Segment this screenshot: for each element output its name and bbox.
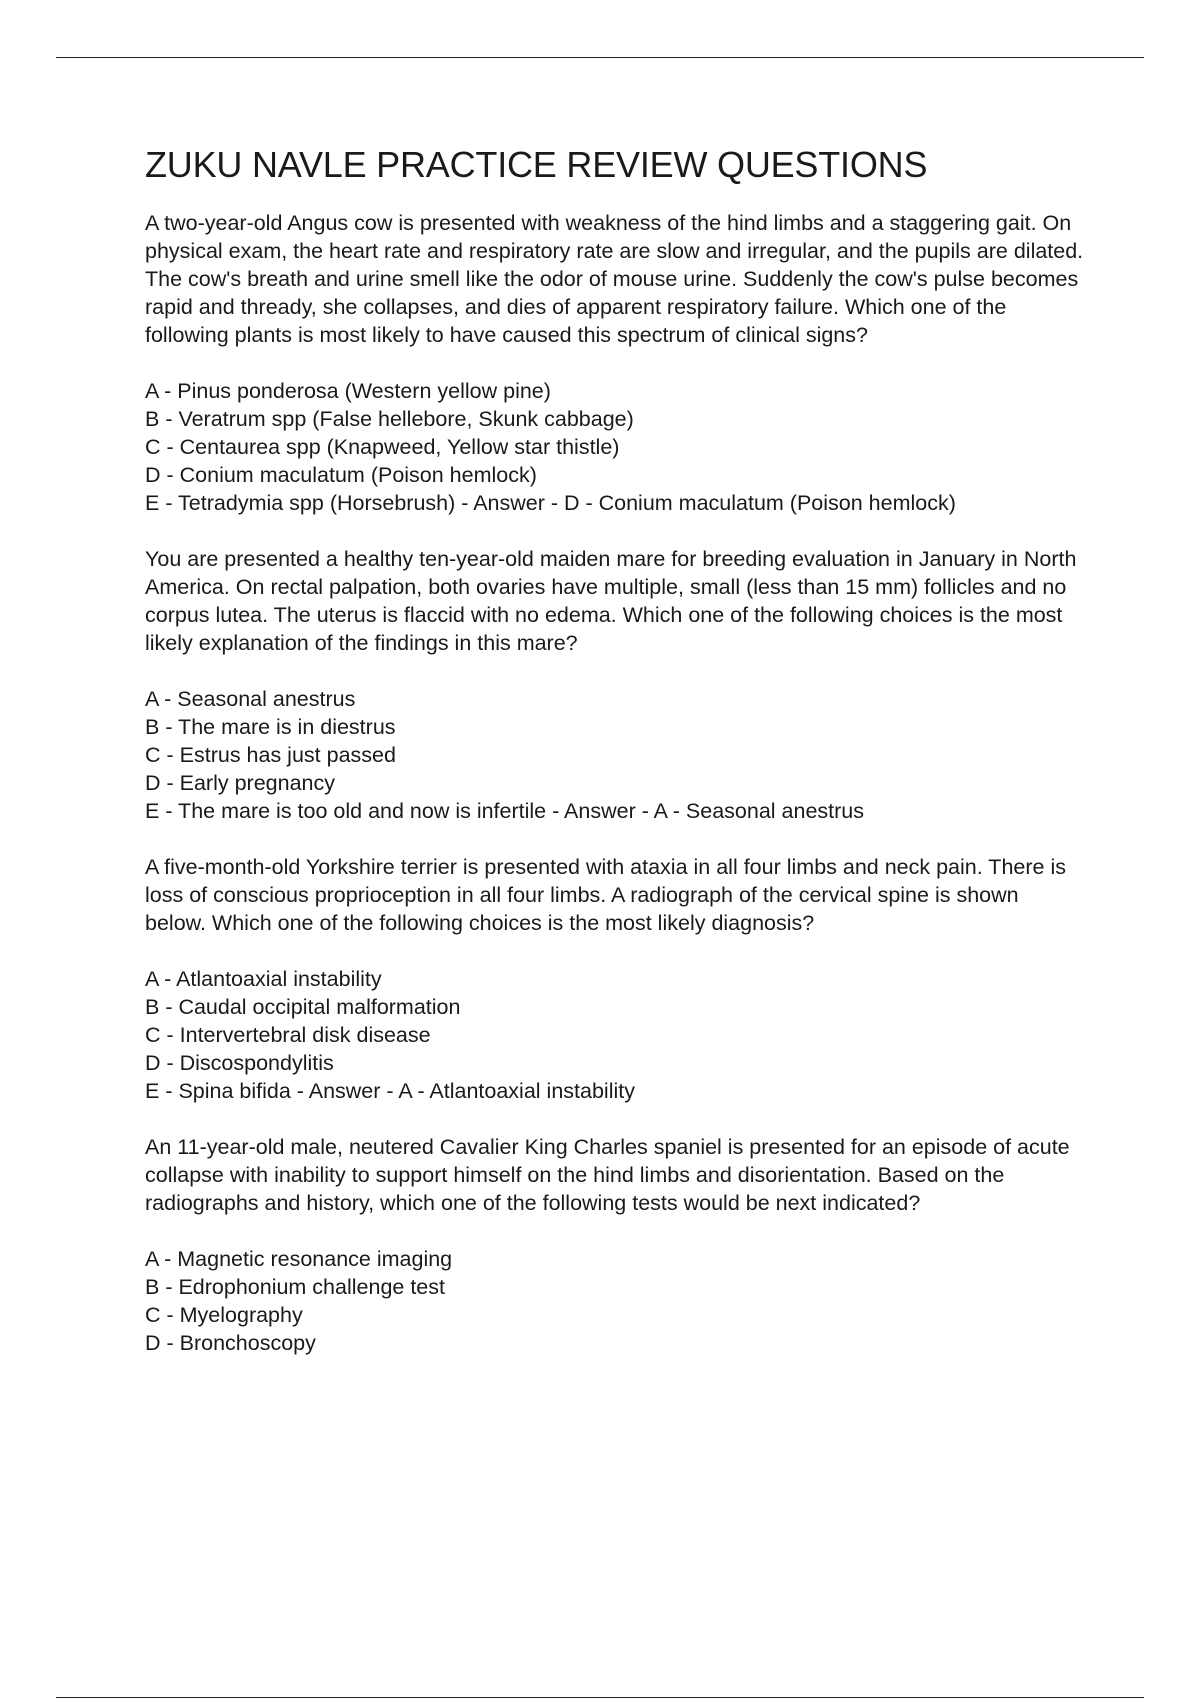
answer-option: C - Myelography (145, 1303, 303, 1327)
bottom-rule (56, 1697, 1144, 1698)
answer-option: D - Conium maculatum (Poison hemlock) (145, 463, 537, 487)
answer-option: C - Centaurea spp (Knapweed, Yellow star thistle) (145, 435, 620, 459)
answer-option: A - Magnetic resonance imaging (145, 1247, 453, 1271)
answer-option: E - Tetradymia spp (Horsebrush) - Answer - D - Conium maculatum (Poison hemlock) (145, 491, 956, 515)
question-2 (145, 545, 1085, 825)
question-stem: A five-month-old Yorkshire terrier is presented with ataxia in all four limbs and neck pain. There is loss of conscious proprioception in all four limbs. A radiograph of the cervical spine is shown below. Which one of the following choices is the most likely diagnosis? (145, 855, 1066, 935)
answer-option: C - Intervertebral disk disease (145, 1023, 431, 1047)
answer-option: B - Caudal occipital malformation (145, 995, 461, 1019)
answer-option: B - Veratrum spp (False hellebore, Skunk cabbage) (145, 407, 634, 431)
question-4 (145, 1133, 1085, 1357)
answer-option: D - Early pregnancy (145, 771, 335, 795)
answer-option: E - Spina bifida - Answer - A - Atlantoaxial instability (145, 1079, 635, 1103)
answer-option: D - Discospondylitis (145, 1051, 334, 1075)
answer-option: A - Atlantoaxial instability (145, 967, 382, 991)
question-stem: A two-year-old Angus cow is presented with weakness of the hind limbs and a staggering gait. On physical exam, the heart rate and respiratory rate are slow and irregular, and the pupils are dilated. The cow's breath and urine smell like the odor of mouse urine. Suddenly the cow's pulse becomes rapid and thready, she collapses, and dies of apparent respiratory failure. Which one of the following plants is most likely to have caused this spectrum of clinical signs? (145, 211, 1084, 347)
question-3 (145, 853, 1085, 1105)
answer-option: A - Pinus ponderosa (Western yellow pine) (145, 379, 551, 403)
answer-options (145, 1245, 1085, 1357)
answer-option: C - Estrus has just passed (145, 743, 396, 767)
question-list (145, 209, 1085, 1357)
answer-option: B - The mare is in diestrus (145, 715, 396, 739)
answer-options (145, 685, 1085, 825)
answer-option: E - The mare is too old and now is infertile - Answer - A - Seasonal anestrus (145, 799, 865, 823)
question-stem: You are presented a healthy ten-year-old maiden mare for breeding evaluation in January in North America. On rectal palpation, both ovaries have multiple, small (less than 15 mm) follicles and no corpus lutea. The uterus is flaccid with no edema. Which one of the following choices is the most likely explanation of the findings in this mare? (145, 547, 1077, 655)
answer-option: A - Seasonal anestrus (145, 687, 356, 711)
answer-option: D - Bronchoscopy (145, 1331, 316, 1355)
answer-options (145, 965, 1085, 1105)
top-rule (56, 57, 1144, 58)
document-title: ZUKU NAVLE PRACTICE REVIEW QUESTIONS (145, 144, 928, 185)
answer-option: B - Edrophonium challenge test (145, 1275, 445, 1299)
question-1 (145, 209, 1085, 517)
page-content (145, 141, 1085, 1385)
answer-options (145, 377, 1085, 517)
question-stem: An 11-year-old male, neutered Cavalier King Charles spaniel is presented for an episode of acute collapse with inability to support himself on the hind limbs and disorientation. Based on the radiographs and history, which one of the following tests would be next indicated? (145, 1135, 1070, 1215)
